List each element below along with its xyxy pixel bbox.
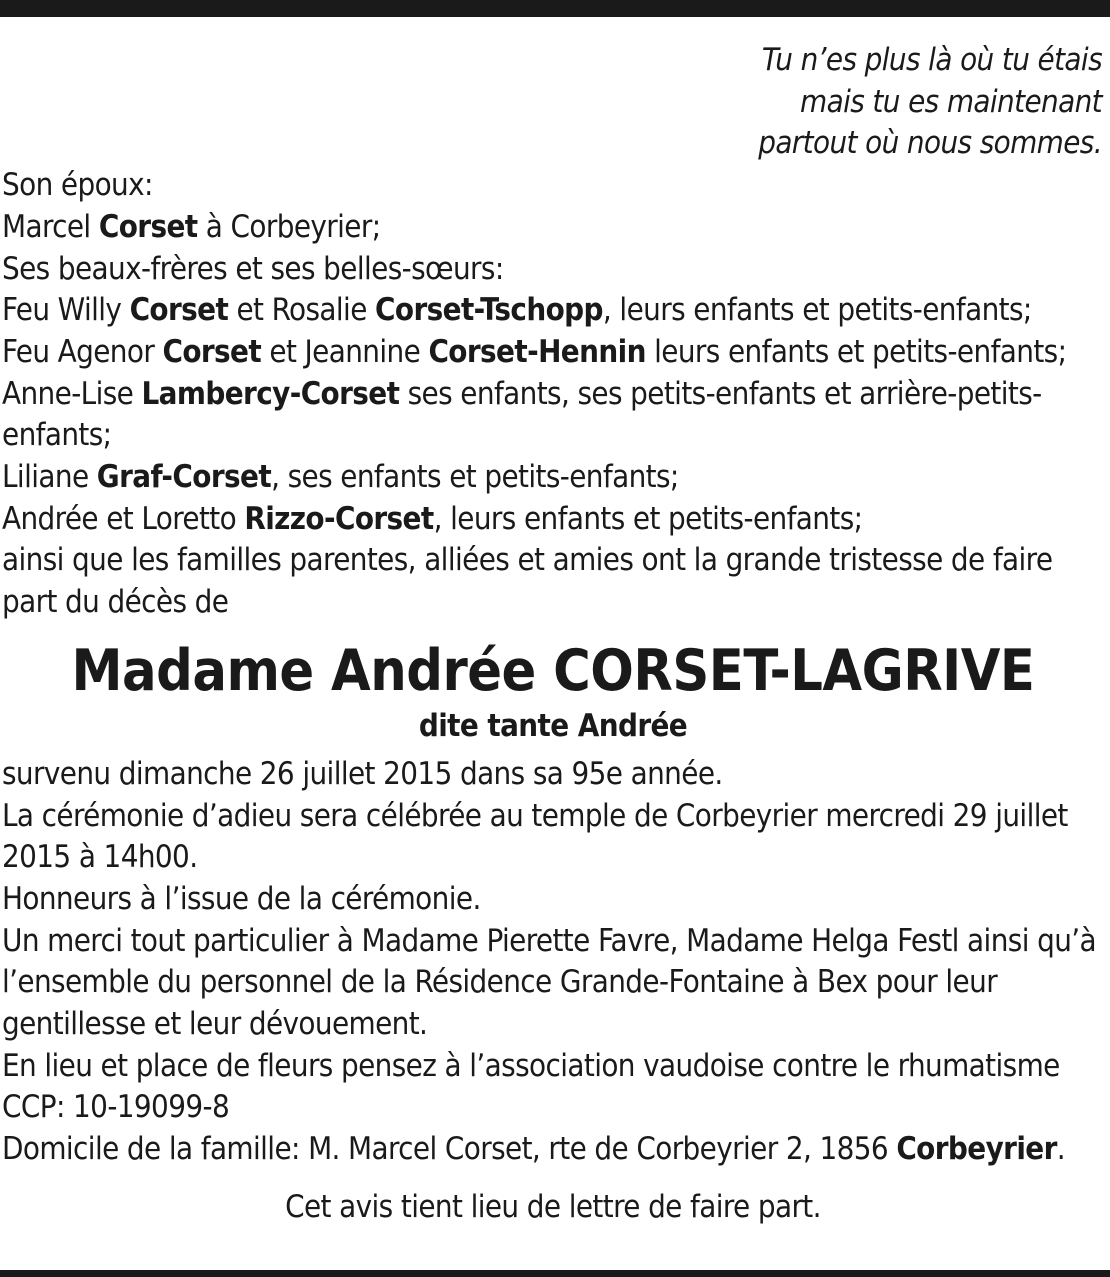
family-surname: Corset-Tschopp [375, 292, 603, 329]
domicile-address: Domicile de la famille: M. Marcel Corset, rte de Corbeyrier 2, 1856 [2, 1131, 889, 1168]
family-text: leurs enfants et petits-enfants; [654, 333, 1067, 370]
family-text: Andrée et Loretto [2, 500, 237, 537]
honours-text: Honneurs à l’issue de la cérémonie. [2, 880, 481, 917]
spouse-heading: Son époux: [2, 167, 153, 204]
family-surname: Corset [129, 292, 229, 329]
epigraph [2, 40, 1104, 165]
ccp-account: CCP: 10-19099-8 [2, 1089, 230, 1126]
family-line-agenor [2, 332, 1104, 374]
family-text: Feu Agenor [2, 333, 155, 370]
epigraph-line: mais tu es maintenant [800, 83, 1102, 120]
spouse-line [2, 207, 1104, 249]
bottom-border-rule [0, 1270, 1110, 1277]
top-border-rule [0, 0, 1110, 17]
family-line-andree-loretto [2, 499, 1104, 541]
family-text: , leurs enfants et petits-enfants; [602, 292, 1032, 329]
domicile-town: Corbeyrier [896, 1131, 1057, 1168]
death-announcement-text: ainsi que les familles parentes, alliées et amies ont la grande tristesse de faire part du décès de [2, 542, 1053, 621]
family-line-liliane [2, 457, 1104, 499]
epigraph-line: Tu n’es plus là où tu étais [761, 42, 1102, 78]
family-surname: Graf-Corset [96, 459, 272, 496]
family-surname: Lambercy-Corset [141, 375, 400, 412]
family-line-anne-lise [2, 374, 1104, 457]
inlaws-heading: Ses beaux-frères et ses belles-sœurs: [2, 250, 504, 287]
obituary-notice [2, 40, 1104, 1229]
family-text: , leurs enfants et petits-enfants; [433, 500, 863, 537]
deceased-name: Madame Andrée CORSET-LAGRIVE [71, 637, 1035, 704]
family-surname: Corset-Hennin [428, 333, 646, 370]
family-text: Liliane [2, 459, 89, 496]
family-text: Anne-Lise [2, 375, 134, 412]
thanks-text: Un merci tout particulier à Madame Pierette Favre, Madame Helga Festl ainsi qu’à l’ensemble du personnel de la Résidence Grande-Fontaine à Bex pour leur gentillesse et leur dévouement. [2, 922, 1097, 1043]
family-text: et Rosalie [236, 292, 367, 329]
domicile-punctuation: . [1056, 1131, 1066, 1168]
epigraph-line: partout où nous sommes. [758, 125, 1102, 162]
spouse-first-name: Marcel [2, 208, 91, 245]
family-line-willy [2, 290, 1104, 332]
family-text: , ses enfants et petits-enfants; [271, 459, 679, 496]
domicile-line [2, 1129, 1104, 1171]
spouse-location: à Corbeyrier; [205, 208, 381, 245]
spouse-last-name: Corset [98, 208, 198, 245]
family-text: ses enfants, ses petits-enfants et arrière-petits-enfants; [2, 375, 1042, 454]
flowers-text: En lieu et place de fleurs pensez à l’association vaudoise contre le rhumatisme [2, 1047, 1060, 1084]
family-text: Feu Willy [2, 292, 122, 329]
deceased-nickname: dite tante Andrée [418, 707, 688, 744]
family-surname: Rizzo-Corset [244, 500, 434, 537]
closing-note: Cet avis tient lieu de lettre de faire part. [285, 1188, 821, 1225]
family-surname: Corset [162, 333, 262, 370]
family-text: et Jeannine [269, 333, 421, 370]
ceremony-text: La cérémonie d’adieu sera célébrée au temple de Corbeyrier mercredi 29 juillet 2015 à 14h00. [2, 797, 1068, 876]
death-date-text: survenu dimanche 26 juillet 2015 dans sa 95e année. [2, 755, 723, 792]
